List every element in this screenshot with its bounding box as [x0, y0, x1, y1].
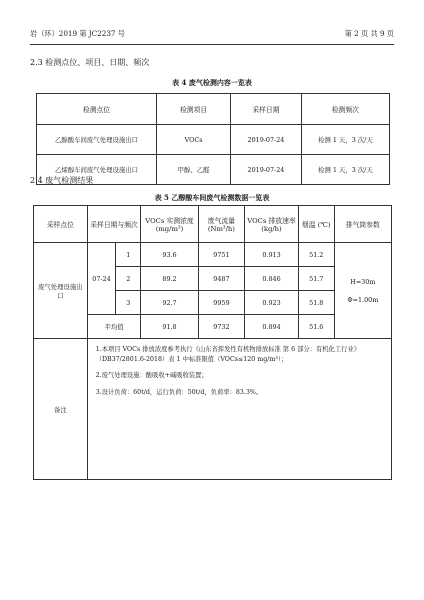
- average-label: 平均值: [87, 315, 141, 339]
- table-cell: 2019-07-24: [231, 155, 302, 185]
- table4-header: 检测点位: [37, 94, 157, 125]
- remark-label: 备注: [34, 339, 88, 480]
- table-cell: 甲醇、乙醛: [157, 155, 231, 185]
- table5-header: 排气筒参数: [334, 206, 391, 243]
- table-cell: 9751: [198, 243, 245, 267]
- frequency: 1: [116, 243, 141, 267]
- sampling-date: 07-24: [87, 243, 116, 315]
- table-cell: 检测 1 天，3 次/天: [301, 125, 389, 155]
- table-cell: 92.7: [141, 291, 198, 315]
- table-cell: 0.913: [245, 243, 299, 267]
- remark-notes: [87, 339, 391, 480]
- table-cell: 93.6: [141, 243, 198, 267]
- table-cell: 51.6: [298, 315, 334, 339]
- page-info: 第 2 页 共 9 页: [344, 29, 394, 38]
- table-cell: 9959: [198, 291, 245, 315]
- table-cell: 9732: [198, 315, 245, 339]
- table-cell: 9487: [198, 267, 245, 291]
- stack-parameters: [334, 243, 391, 339]
- table4-header: 检测项目: [157, 94, 231, 125]
- frequency: 2: [116, 267, 141, 291]
- table-cell: 89.2: [141, 267, 198, 291]
- remark-note: 2.废气处理设施：酸吸收+碱吸收装置；: [95, 372, 208, 379]
- table5-header: VOCs 排放速率 (kg/h): [245, 206, 299, 243]
- table5: [33, 205, 392, 480]
- report-number: 岩（环）2019 第 JC2237 号: [30, 29, 125, 38]
- table-cell: 2019-07-24: [231, 125, 302, 155]
- table-cell: 51.8: [298, 291, 334, 315]
- header-divider: [30, 44, 394, 45]
- remark-note: 3.设计负荷：60t/d，运行负荷：50t/d，负荷率：83.3%。: [95, 388, 263, 396]
- table4-header: 采样日期: [231, 94, 302, 125]
- table-row: [37, 125, 390, 155]
- table5-header: 废气流量 (Nm³/h): [198, 206, 245, 243]
- table5-header: VOCs 实测浓度 (mg/m³): [141, 206, 198, 243]
- stack-height: H=30m: [350, 277, 376, 286]
- table-cell: 0.894: [245, 315, 299, 339]
- section-heading-2-4: 2.4 废气检测结果: [30, 176, 94, 185]
- table-cell: 乙烯醇车间废气处理设施出口: [37, 155, 157, 185]
- table-cell: VOCs: [157, 125, 231, 155]
- table4-caption: 表 4 废气检测内容一览表: [172, 78, 252, 87]
- table5-header: 采样日期与频次: [87, 206, 141, 243]
- frequency: 3: [116, 291, 141, 315]
- table4-header: 检测频次: [301, 94, 389, 125]
- table-cell: 51.7: [298, 267, 334, 291]
- table-cell: 91.8: [141, 315, 198, 339]
- table4: [36, 93, 390, 185]
- section-heading-2-3: 2.3 检测点位、项目、日期、频次: [30, 58, 150, 67]
- table-cell: 0.846: [245, 267, 299, 291]
- table-row: [34, 243, 392, 267]
- stack-diameter: Φ=1.00m: [347, 295, 379, 304]
- table5-header: 采样点位: [34, 206, 88, 243]
- table-cell: 51.2: [298, 243, 334, 267]
- table-cell: 检测 1 天，3 次/天: [301, 155, 389, 185]
- table-cell: 乙醇酸车间废气处理设施出口: [37, 125, 157, 155]
- table5-header: 烟温 (℃): [298, 206, 334, 243]
- table-cell: 0.923: [245, 291, 299, 315]
- remark-note: 1.本项目 VOCs 排放浓度参考执行《山东省挥发性有机物排放标准 第 6 部分：有机化工行业》（DB37/2801.6-2018）表 1 中标准限值（VOCs≤120 mg/m³）；: [95, 346, 361, 363]
- sampling-point: 废气处理设施出口: [34, 243, 88, 339]
- table5-caption: 表 5 乙醇酸车间废气检测数据一览表: [154, 193, 270, 202]
